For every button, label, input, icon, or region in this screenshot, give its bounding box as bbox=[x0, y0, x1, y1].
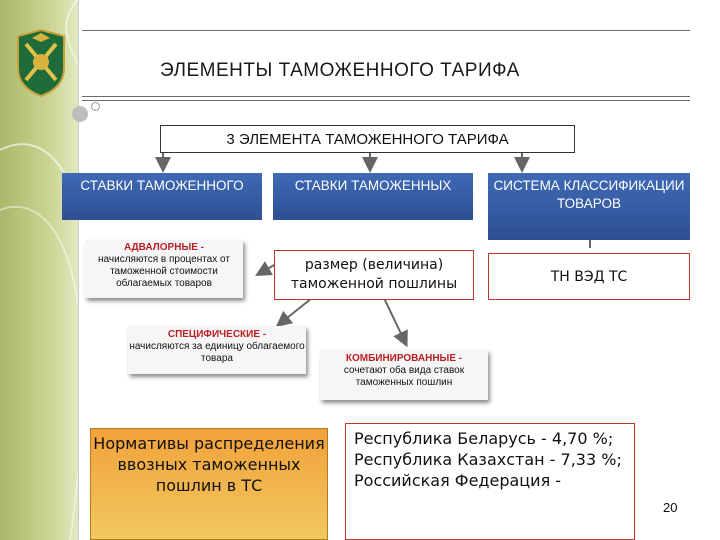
countries-distribution-box: Республика Беларусь - 4,70 %; Республика Казахстан - 7,33 %; Российская Федерация - bbox=[345, 423, 635, 540]
combined-dash: - bbox=[456, 353, 463, 364]
page-number: 20 bbox=[663, 500, 678, 515]
advalorem-dash: - bbox=[197, 242, 205, 253]
duty-size-box: размер (величина) таможенной пошлины bbox=[274, 250, 474, 300]
advalorem-rates-box bbox=[85, 240, 243, 298]
advalorem-title: АДВАЛОРНЫЕ bbox=[123, 242, 198, 253]
advalorem-description: начисляются в процентах от таможенной стоимости облагаемых товаров bbox=[98, 254, 230, 289]
combined-title: КОМБИНИРОВАННЫЕ bbox=[345, 353, 457, 364]
combined-description: сочетают оба вида ставок таможенных пошлин bbox=[343, 365, 465, 388]
page-title: ЭЛЕМЕНТЫ ТАМОЖЕННОГО ТАРИФА bbox=[160, 60, 520, 81]
tn-ved-box: ТН ВЭД ТС bbox=[488, 253, 690, 300]
specific-dash: - bbox=[260, 329, 267, 340]
combined-rates-box bbox=[320, 350, 488, 400]
specific-title: СПЕЦИФИЧЕСКИЕ bbox=[167, 329, 261, 340]
specific-rates-box bbox=[128, 326, 306, 374]
rates-of-customs-box: СТАВКИ ТАМОЖЕННОГО bbox=[62, 173, 262, 220]
classification-system-box: СИСТЕМА КЛАССИФИКАЦИИ ТОВАРОВ bbox=[488, 173, 690, 240]
three-elements-box: 3 ЭЛЕМЕНТА ТАМОЖЕННОГО ТАРИФА bbox=[160, 125, 575, 153]
rates-of-duties-box: СТАВКИ ТАМОЖЕННЫХ bbox=[273, 173, 473, 220]
norms-box: Нормативы распределения ввозных таможенных пошлин в ТС bbox=[90, 428, 328, 540]
specific-description: начисляются за единицу облагаемого товара bbox=[129, 341, 305, 364]
